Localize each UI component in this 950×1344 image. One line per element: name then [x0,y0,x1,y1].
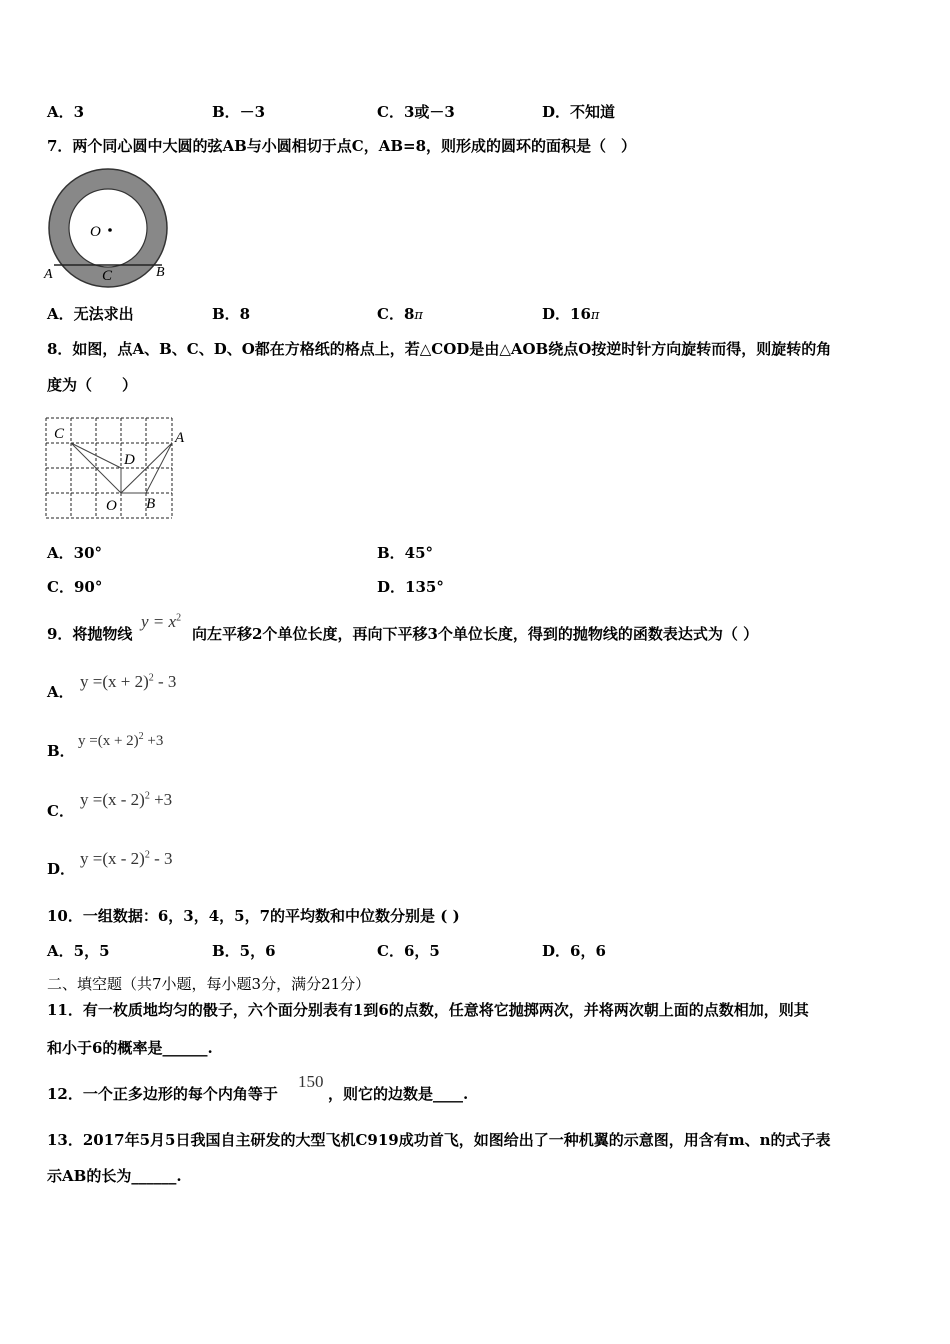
q8-option-d: D．135° [377,578,444,596]
q11-line2: 和小于6的概率是______. [47,1039,213,1057]
q12-pre: 12．一个正多边形的每个内角等于 [47,1085,278,1103]
q9-option-c-label: C． [47,802,74,820]
q8-option-c: C．90° [47,578,103,596]
q12-math: 150 [298,1072,324,1091]
q7-option-d: D．16π [542,305,600,323]
q10-stem: 10．一组数据：6，3，4，5，7的平均数和中位数分别是 ( ) [47,907,460,925]
pi-symbol: π [414,308,423,323]
q10-option-a: A．5，5 [47,942,110,960]
q10-option-b: B．5，6 [212,942,276,960]
center-dot [108,228,112,232]
q9-stem-math: $y = x^2$ [141,612,182,631]
section-heading: 二、填空题（共7小题，每小题3分，满分21分） [47,975,371,993]
label-a: A [175,430,185,446]
label-c: C [54,426,65,442]
q6-option-a: A．3 [47,103,85,121]
q9-option-b-math: $y =(x + 2)^2 +3$ [78,731,164,749]
q9-stem-post: 向左平移2个单位长度，再向下平移3个单位长度，得到的抛物线的函数表达式为（ ） [192,625,759,643]
label-a: A [44,267,53,282]
q8-stem-line2: 度为（ ） [47,376,138,394]
label-b: B [146,496,156,512]
label-o: O [90,224,101,240]
q10-option-c: C．6，5 [377,942,440,960]
q8-option-b: B．45° [377,544,434,562]
label-b: B [156,265,165,280]
label-c: C [102,268,113,284]
q9-option-c-math: y =(x - 2)$^2$ +3 [80,790,173,809]
q9-option-d-label: D． [47,860,76,878]
q7-option-c: C．8π [377,305,423,323]
q9-option-b-label: B． [47,742,75,760]
q8-grid-figure [44,414,194,524]
q6-option-d: D．不知道 [542,103,616,121]
q7-option-b: B．8 [212,305,251,323]
q8-stem-line1: 8．如图，点A、B、C、D、O都在方格纸的格点上，若△COD是由△AOB绕点O按逆时针方向旋转而得，则旋转的角 [47,340,832,358]
label-o: O [106,498,117,514]
q7-annulus-figure [44,168,174,282]
q7-option-a: A．无法求出 [47,305,134,323]
q10-option-d: D．6，6 [542,942,606,960]
q9-option-a-math: $y =(x + 2)^2 - 3$ [80,672,177,691]
q13-line1: 13．2017年5月5日我国自主研发的大型飞机C919成功首飞，如图给出了一种机翼的示意图，用含有m、n的式子表 [47,1131,831,1149]
q9-option-a-label: A． [47,683,74,701]
q6-option-c: C．3或－3 [377,103,455,121]
q9-option-d-math: y =(x - 2)$^2$ - 3 [80,849,173,868]
q11-line1: 11．有一枚质地均匀的骰子，六个面分别表有1到6的点数，任意将它抛掷两次，并将两次朝上面的点数相加，则其 [47,1001,809,1019]
q8-option-a: A．30° [47,544,103,562]
q13-line2: 示AB的长为______. [47,1167,182,1185]
pi-symbol: π [590,308,600,323]
inner-circle [69,189,147,267]
q7-stem: 7．两个同心圆中大圆的弦AB与小圆相切于点C，AB=8，则形成的圆环的面积是（ ） [47,137,637,155]
q9-stem-pre: 9．将抛物线 [47,625,133,643]
q6-option-b: B．－3 [212,103,266,121]
label-d: D [124,452,135,468]
q12-post: ，则它的边数是____. [328,1085,469,1103]
